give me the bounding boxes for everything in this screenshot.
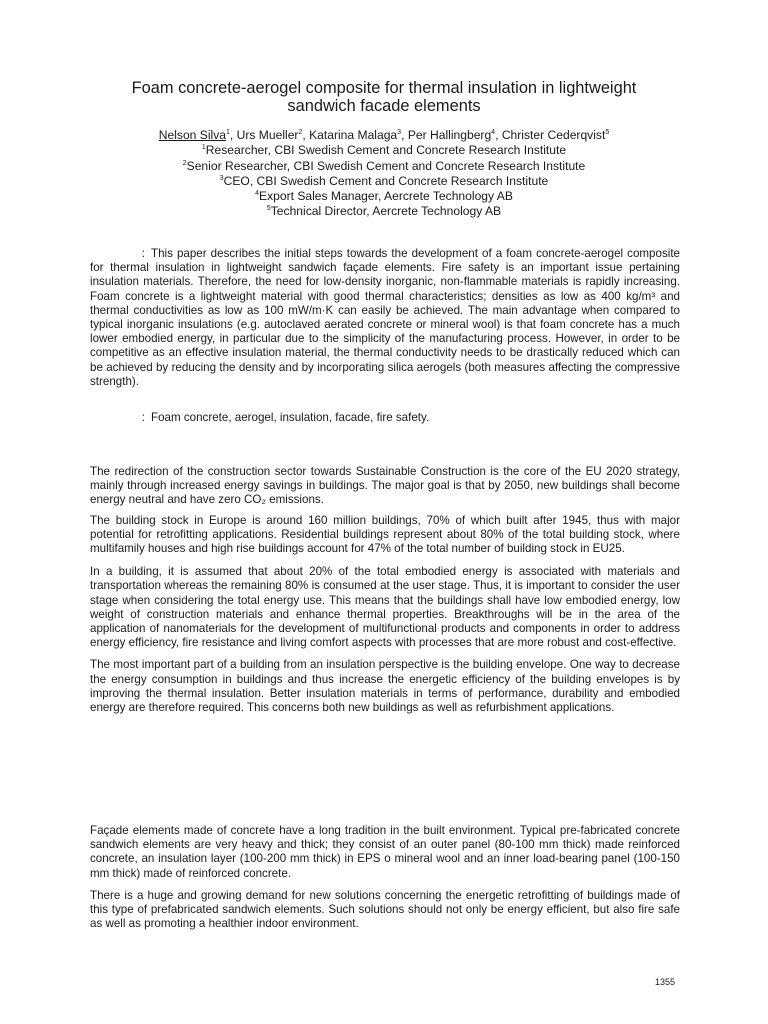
facade-section [90,824,680,931]
affiliation-5: $^5$Technical Director, Aercrete Technology AB [266,204,502,219]
affiliation-4: $^4$Export Sales Manager, Aercrete Technology AB [255,189,513,204]
keywords-text: Foam concrete, aerogel, insulation, facade, fire safety. [151,411,430,424]
abstract [90,247,680,389]
author-4: Per Hallingberg$^4$, [407,128,502,142]
affiliation-2: $^2$Senior Researcher, CBI Swedish Cement and Concrete Research Institute [182,158,586,173]
intro-paragraph-2: The building stock in Europe is around 160 million buildings, 70% of which built after 1945, thus with major potential for retrofitting applications. Residential buildings represent about 80% of the total building stock, where multifamily houses and high rise buildings account for 47% of the total number of building stock in EU25. [90,513,680,556]
abstract-label: : [141,247,145,260]
intro-paragraph-3: In a building, it is assumed that about 20% of the total embodied energy is associated with materials and transportation whereas the remaining 80% is consumed at the user stage. Thus, it is important to consider the user stage when considering the total energy use. This means that the buildings shall have low embodied energy, low weight of construction materials and enhance thermal properties. Breakthroughs will be in the area of the application of nanomaterials for the development of multifunctional products and components in order to address energy efficiency, fire resistance and living comfort aspects with processes that are more robust and cost-effective. [90,565,680,650]
affiliation-1: $^1$Researcher, CBI Swedish Cement and Concrete Research Institute [201,143,567,158]
author-block [80,128,688,220]
intro-section [90,465,680,715]
title-line-2: sandwich facade elements [287,97,481,115]
author-3: Katarina Malaga$^3$, [309,128,408,142]
author-5: Christer Cederqvist$^5$ [501,128,610,142]
keywords-label: : [141,411,145,424]
title-line-1: Foam concrete-aerogel composite for thermal insulation in lightweight [131,79,637,97]
facade-paragraph-1: Façade elements made of concrete have a long tradition in the built environment. Typical pre-fabricated concrete sandwich elements are very heavy and thick; they consist of an outer panel (80-100 mm thick) made reinforced concrete, an insulation layer (100-200 mm thick) in EPS o mineral wool and an inner load-bearing panel (100-150 mm thick) made of reinforced concrete. [90,824,680,880]
author-1: Nelson Silva$^1$, [158,128,237,142]
affiliation-3: $^3$CEO, CBI Swedish Cement and Concrete Research Institute [219,173,549,188]
intro-paragraph-4: The most important part of a building from an insulation perspective is the building envelope. One way to decrease the energy consumption in buildings and thus increase the energetic efficiency of the building envelopes is by improving the thermal insulation. Better insulation materials in terms of performance, durability and embodied energy are therefore required. This concerns both new buildings as well as refurbishment applications. [90,658,680,715]
keywords [90,411,680,425]
page-number: 1355 [655,977,676,987]
abstract-text: This paper describes the initial steps towards the development of a foam concrete-aerogel composite for thermal insulation in lightweight sandwich façade elements. Fire safety is an important issue pertaining insulation materials. Therefore, the need for low-density inorganic, non-flammable materials is rapidly increasing. Foam concrete is a lightweight material with good thermal characteristics; densities as low as 400 kg/m³ and thermal conductivities as low as 100 mW/m·K can easily be achieved. The main advantage when compared to typical inorganic insulations (e.g. autoclaved aerated concrete or mineral wool) is that foam concrete has a much lower embodied energy, in particular due to the simplicity of the manufacturing process. However, in order to be competitive as an effective insulation material, the thermal conductivity needs to be drastically reduced which can be achieved by reducing the density and by incorporating silica aerogels (both measures affecting the compressive strength). [90,247,680,388]
author-2: Urs Mueller$^2$, [236,128,310,142]
intro-paragraph-1: The redirection of the construction sector towards Sustainable Construction is the core of the EU 2020 strategy, mainly through increased energy savings in buildings. The major goal is that by 2050, new buildings shall become energy neutral and have zero CO₂ emissions. [90,465,680,507]
abstract-paragraph [90,247,680,389]
author-list [80,128,688,143]
paper-title [100,79,668,115]
facade-paragraph-2: There is a huge and growing demand for new solutions concerning the energetic retrofitting of buildings made of this type of prefabricated sandwich elements. Such solutions should not only be energy efficient, but also fire safe as well as promoting a healthier indoor environment. [90,888,680,931]
keywords-paragraph [90,411,680,425]
